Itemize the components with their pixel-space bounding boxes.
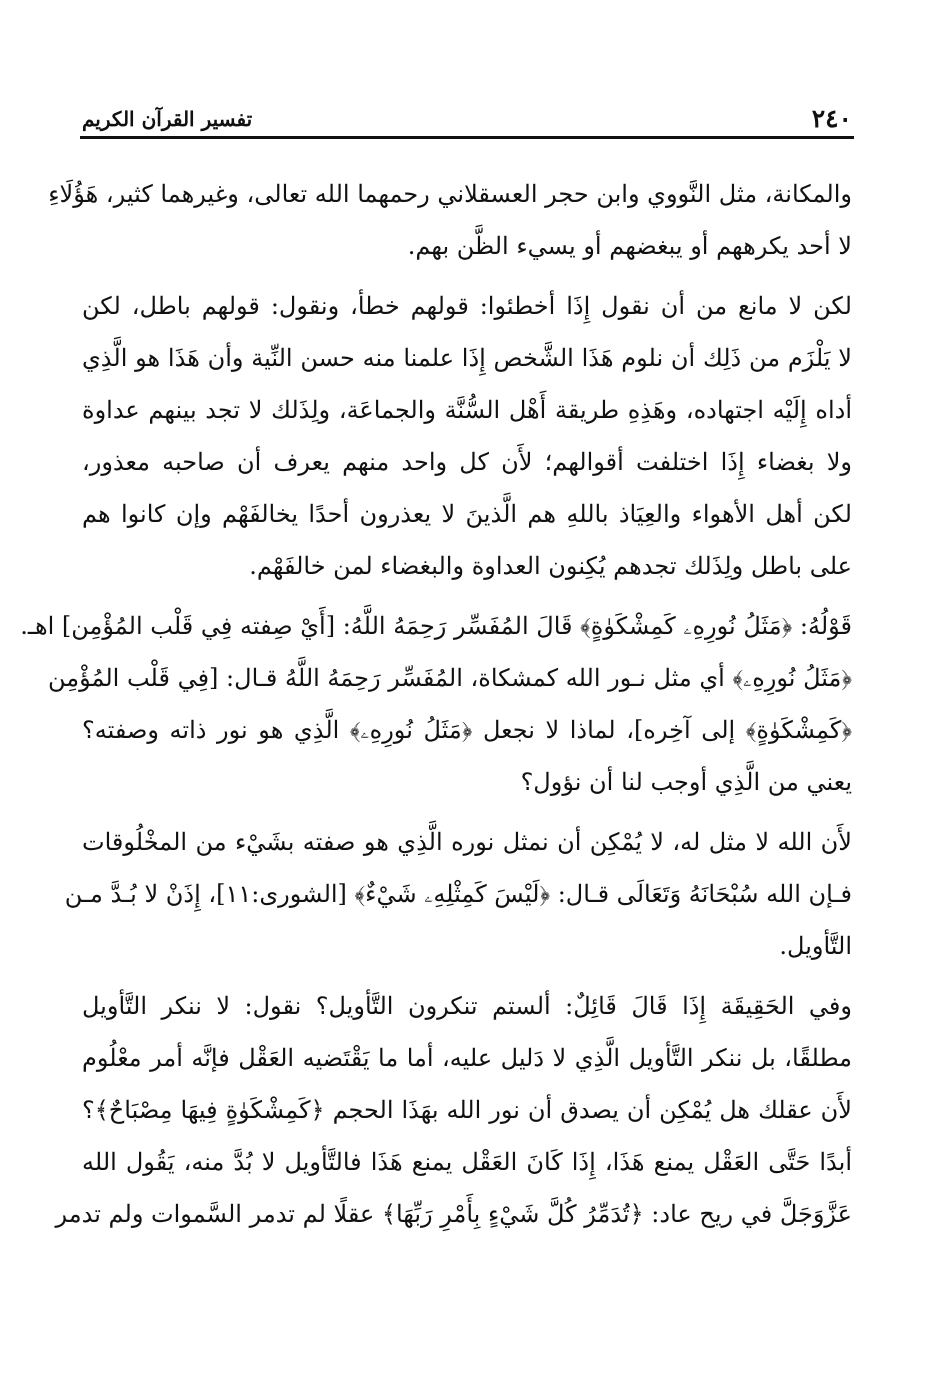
paragraph bbox=[64, 816, 852, 972]
text-line: يعني من الَّذِي أوجب لنا أن نؤول؟ bbox=[520, 768, 852, 796]
text-line: لا يَلْزَم من ذَلِك أن نلوم هَذَا الشَّخص إِذَا علمنا منه حسن النِّية وأن هَذَا هو الَّذِي bbox=[82, 344, 852, 372]
text-line: عَزَّوَجَلَّ في ريح عاد: ﴿تُدَمِّرُ كُلَّ شَيْءٍ بِأَمْرِ رَبِّهَا﴾ عقلًا لم تدمر السَّموات ولم تدمر bbox=[55, 1200, 852, 1228]
paragraph bbox=[48, 168, 852, 272]
text-line: ﴿كَمِشْكَوٰةٍ﴾ إلى آخِره]، لماذا لا نجعل ﴿مَثَلُ نُورِهِۦ﴾ الَّذِي هو نور ذاته وصفته؟ bbox=[82, 716, 852, 744]
header-divider bbox=[80, 136, 854, 139]
text-line: لكن لا مانع من أن نقول إِذَا أخطئوا: قولهم خطأ، ونقول: قولهم باطل، لكن bbox=[82, 292, 852, 320]
page-body bbox=[20, 168, 853, 1248]
text-line: ﴿مَثَلُ نُورِهِۦ﴾ أي مثل نـور الله كمشكاة، المُفَسِّر رَحِمَهُ اللَّهُ قـال: [فِي قَلْب المُؤْمِن bbox=[47, 664, 852, 692]
text-line: على باطل ولِذَلك تجدهم يُكِنون العداوة والبغضاء لمن خالفَهْم. bbox=[249, 552, 852, 580]
paragraph bbox=[20, 600, 852, 808]
text-line: قَوْلُهُ: ﴿مَثَلُ نُورِهِۦ كَمِشْكَوٰةٍ﴾ قَالَ المُفَسِّر رَحِمَهُ اللَّهُ: [أَيْ صِفته فِي قَلْب المُؤْمِن] اهـ. bbox=[20, 612, 852, 640]
text-line: مطلقًا، بل ننكر التَّأويل الَّذِي لا دَليل عليه، أما ما يَقْتَضيه العَقْل فإنَّه أمر معْلُوم bbox=[82, 1044, 852, 1072]
page-header bbox=[82, 98, 852, 134]
text-line: فـإن الله سُبْحَانَهُ وَتَعَالَى قـال: ﴿لَيْسَ كَمِثْلِهِۦ شَيْءٌ﴾ [الشورى:١١]، إِذَنْ لا بُـدَّ مـن bbox=[64, 880, 852, 908]
text-line: التَّأويل. bbox=[779, 932, 852, 960]
text-line: لا أحد يكرههم أو يبغضهم أو يسيء الظَّن بهم. bbox=[407, 232, 852, 260]
text-line: ولا بغضاء إِذَا اختلفت أقوالهم؛ لأَن كل واحد منهم يعرف أن صاحبه معذور، bbox=[82, 448, 852, 476]
text-line: وفي الحَقِيقَة إِذَا قَالَ قَائِلٌ: ألستم تنكرون التَّأويل؟ نقول: لا ننكر التَّأويل bbox=[82, 992, 852, 1020]
text-line: أبدًا حَتَّى العَقْل يمنع هَذَا، إِذَا كَانَ العَقْل يمنع هَذَا فالتَّأويل لا بُدَّ منه، يَقُول الله bbox=[82, 1148, 853, 1176]
paragraph bbox=[55, 980, 853, 1240]
text-line: لأَن الله لا مثل له، لا يُمْكِن أن نمثل نوره الَّذِي هو صفته بشَيْء من المخْلُوقات bbox=[82, 828, 852, 856]
text-line: لكن أهل الأهواء والعِيَاذ باللهِ هم الَّذينَ لا يعذرون أحدًا يخالفَهْم وإن كانوا هم bbox=[82, 500, 852, 528]
paragraph bbox=[82, 280, 852, 592]
page-number: ٢٤٠ bbox=[811, 104, 852, 133]
text-line: أداه إِلَيْه اجتهاده، وهَذِهِ طريقة أَهْل السُّنَّة والجماعَة، ولِذَلك لا تجد بينهم عداوة bbox=[82, 396, 852, 424]
running-title: تفسير القرآن الكريم bbox=[82, 107, 253, 131]
text-line: لأَن عقلك هل يُمْكِن أن يصدق أن نور الله بهَذَا الحجم ﴿كَمِشْكَوٰةٍ فِيهَا مِصْبَاحٌ﴾؟ bbox=[82, 1096, 852, 1124]
text-line: والمكانة، مثل النَّووي وابن حجر العسقلاني رحمهما الله تعالى، وغيرهما كثير، هَؤُلَاءِ bbox=[48, 180, 852, 208]
